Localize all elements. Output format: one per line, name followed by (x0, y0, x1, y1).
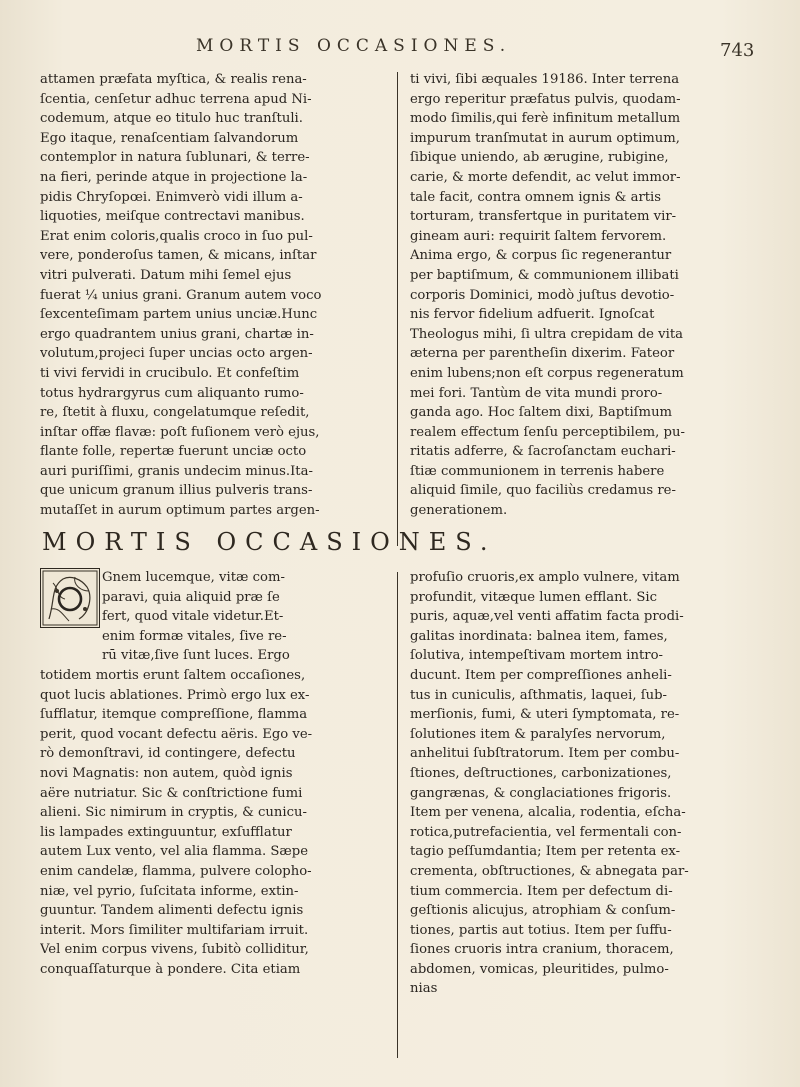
text-line: merſionis, fumi, & uteri ſymptomata, re- (410, 707, 680, 723)
text-line: totus hydrargyrus cum aliquanto rumo- (40, 385, 304, 401)
text-line: que unicum granum illius pulveris trans- (40, 483, 313, 499)
text-line: modo ſimilis,qui ferè infinitum metallum (410, 111, 681, 127)
top-right-column (410, 70, 750, 521)
text-line: pidis Chryſopœi. Enimverò vidi illum a- (40, 189, 303, 205)
text-line: autem Lux vento, vel alia flamma. Sæpe (40, 844, 309, 860)
text-line: interit. Mors ſimiliter multifariam irruit. (40, 922, 309, 938)
text-line: flante folle, repertæ fuerunt unciæ octo (40, 444, 307, 460)
text-line: inſtar offæ flavæ: poſt fuſionem verò ejus, (40, 424, 320, 440)
text-line: æterna per parentheſin dixerim. Fateor (410, 346, 675, 362)
text-line: rò demonſtravi, id contingere, defectu (40, 746, 296, 762)
text-line: nis fervor fidelium adfuerit. Ignoſcat (410, 307, 655, 323)
text-line: nias (410, 981, 438, 997)
text-line: ſtiones, deſtructiones, carbonizationes, (410, 765, 672, 781)
text-line: novi Magnatis: non autem, quòd ignis (40, 765, 293, 781)
text-line: crementa, obſtructiones, & abnegata par- (410, 863, 689, 879)
text-line: vere, ponderoſus tamen, & micans, inſtar (40, 248, 317, 264)
text-line: rotica,putrefacientia, vel fermentali con- (410, 824, 682, 840)
section-heading: MORTIS OCCASIONES. (42, 528, 497, 556)
text-line: totidem mortis erunt ſaltem occaſiones, (40, 667, 306, 683)
text-line: per baptiſmum, & communionem illibati (410, 267, 679, 283)
text-line: Erat enim coloris,qualis croco in ſuo pul- (40, 228, 313, 244)
text-line: generationem. (410, 503, 508, 519)
text-line: tium commercia. Item per defectum di- (410, 883, 673, 899)
text-line: enim formæ vitales, ſive re- (102, 628, 287, 644)
text-line: lis lampades extinguuntur, exſufflatur (40, 824, 292, 840)
text-line: ſibique uniendo, ab ærugine, rubigine, (410, 150, 669, 166)
text-line: na fieri, perinde atque in projectione la- (40, 169, 308, 185)
text-line: carie, & morte defendit, ac velut immor- (410, 169, 681, 185)
text-line: ritatis adferre, & ſacroſanctam euchari- (410, 444, 676, 460)
text-line: mutaſſet in aurum optimum partes argen- (40, 503, 320, 519)
text-line: ſcentia, cenſetur adhuc terrena apud Ni- (40, 91, 312, 107)
text-line: anhelitui ſubſtratorum. Item per combu- (410, 746, 680, 762)
text-line: abdomen, vomicas, pleuritides, pulmo- (410, 961, 669, 977)
text-line: ergo quadrantem unius grani, chartæ in- (40, 326, 314, 342)
text-line: Theologus mihi, ſi ultra crepidam de vita (410, 326, 683, 342)
text-line: re, ſtetit à fluxu, congelatumque reſedit, (40, 405, 310, 421)
text-line: tiones, partis aut totius. Item per ſuffu- (410, 922, 672, 938)
text-line: rū vitæ,ſive ſunt luces. Ergo (102, 648, 290, 664)
bottom-left-column (40, 568, 386, 979)
text-line: fert, quod vitale videtur.Et- (102, 609, 284, 625)
text-line: aëre nutriatur. Sic & conſtrictione fumi (40, 785, 303, 801)
text-line: Item per venena, alcalia, rodentia, eſcha- (410, 805, 686, 821)
text-line: aliquid ſimile, quo faciliùs credamus re- (410, 483, 676, 499)
text-line: corporis Dominici, modò juſtus devotio- (410, 287, 675, 303)
text-line: fuerat ¼ unius grani. Granum autem voco (40, 287, 322, 303)
text-line: attamen præfata myſtica, & realis rena- (40, 72, 307, 87)
text-line: ſexcenteſimam partem unius unciæ.Hunc (40, 307, 318, 323)
text-line: perit, quod vocant defectu aëris. Ego ve- (40, 726, 313, 742)
text-line: Gnem lucemque, vitæ com- (102, 570, 285, 585)
text-line: liquoties, meiſque contrectavi manibus. (40, 209, 305, 225)
text-line: geſtionis alicujus, atrophiam & conſum- (410, 903, 676, 919)
text-line: Anima ergo, & corpus ſic regenerantur (410, 248, 672, 264)
text-line: enim candelæ, flamma, pulvere colopho- (40, 863, 312, 879)
text-line: ſtiæ communionem in terrenis habere (410, 463, 665, 479)
running-head: MORTIS OCCASIONES. (196, 36, 512, 56)
text-line: puris, aquæ,vel venti affatim facta prodi- (410, 609, 684, 625)
column-rule-top (397, 72, 398, 546)
text-line: ſufflatur, itemque compreſſione, flamma (40, 707, 308, 723)
text-line: tus in cuniculis, aſthmatis, laquei, ſub- (410, 687, 667, 703)
bottom-right-column (410, 568, 750, 999)
text-line: ducunt. Item per compreſſiones anheli- (410, 667, 672, 683)
text-line: tagio peſſumdantia; Item per retenta ex- (410, 844, 681, 860)
text-line: torturam, transfertque in puritatem vir- (410, 209, 677, 225)
text-line: mei fori. Tantùm de vita mundi proro- (410, 385, 663, 401)
text-line: impurum tranſmutat in aurum optimum, (410, 130, 680, 146)
text-line: ergo reperitur præfatus pulvis, quodam- (410, 91, 681, 107)
text-line: Ego itaque, renaſcentiam ſalvandorum (40, 130, 299, 146)
text-line: ti vivi, ſibi æquales 19186. Inter terrena (410, 72, 680, 87)
page-number: 743 (720, 40, 755, 61)
text-line: gineam auri: requirit ſaltem fervorem. (410, 228, 667, 244)
text-line: ſolutiva, intempeſtivam mortem intro- (410, 648, 663, 664)
text-line: ſolutiones item & paralyſes nervorum, (410, 726, 666, 742)
text-line: paravi, quia aliquid præ ſe (102, 589, 280, 605)
text-line: realem effectum ſenſu perceptibilem, pu- (410, 424, 685, 440)
text-line: galitas inordinata: balnea item, fames, (410, 628, 668, 644)
text-line: alieni. Sic nimirum in cryptis, & cunicu- (40, 805, 307, 821)
text-line: Vel enim corpus vivens, ſubitò colliditur, (40, 942, 309, 958)
text-line: ti vivi fervidi in crucibulo. Et confeſtim (40, 365, 300, 381)
top-left-column (40, 70, 386, 521)
text-line: conquaſſaturque à pondere. Cita etiam (40, 961, 301, 977)
text-line: volutum,projeci ſuper uncias octo argen- (40, 346, 313, 362)
text-line: contemplor in natura ſublunari, & terre- (40, 150, 310, 166)
text-line: profundit, vitæque lumen efflant. Sic (410, 589, 657, 605)
text-line: ganda ago. Hoc ſaltem dixi, Baptiſmum (410, 405, 673, 421)
text-line: tale facit, contra omnem ignis & artis (410, 189, 662, 205)
text-line: gangrænas, & conglaciationes frigoris. (410, 785, 672, 801)
text-line: vitri pulverati. Datum mihi ſemel ejus (40, 267, 292, 283)
text-line: quot lucis ablationes. Primò ergo lux ex- (40, 687, 310, 703)
text-line: guuntur. Tandem alimenti defectu ignis (40, 903, 304, 919)
column-rule-bottom (397, 572, 398, 1058)
text-line: ſiones cruoris intra cranium, thoracem, (410, 942, 674, 958)
text-line: codemum, atque eo titulo huc tranſtuli. (40, 111, 303, 127)
text-line: niæ, vel pyrio, ſuſcitata informe, extin- (40, 883, 299, 899)
text-line: enim lubens;non eſt corpus regeneratum (410, 365, 684, 381)
text-line: profuſio cruoris,ex amplo vulnere, vitam (410, 570, 680, 585)
text-line: auri puriſſimi, granis undecim minus.Ita- (40, 463, 313, 479)
